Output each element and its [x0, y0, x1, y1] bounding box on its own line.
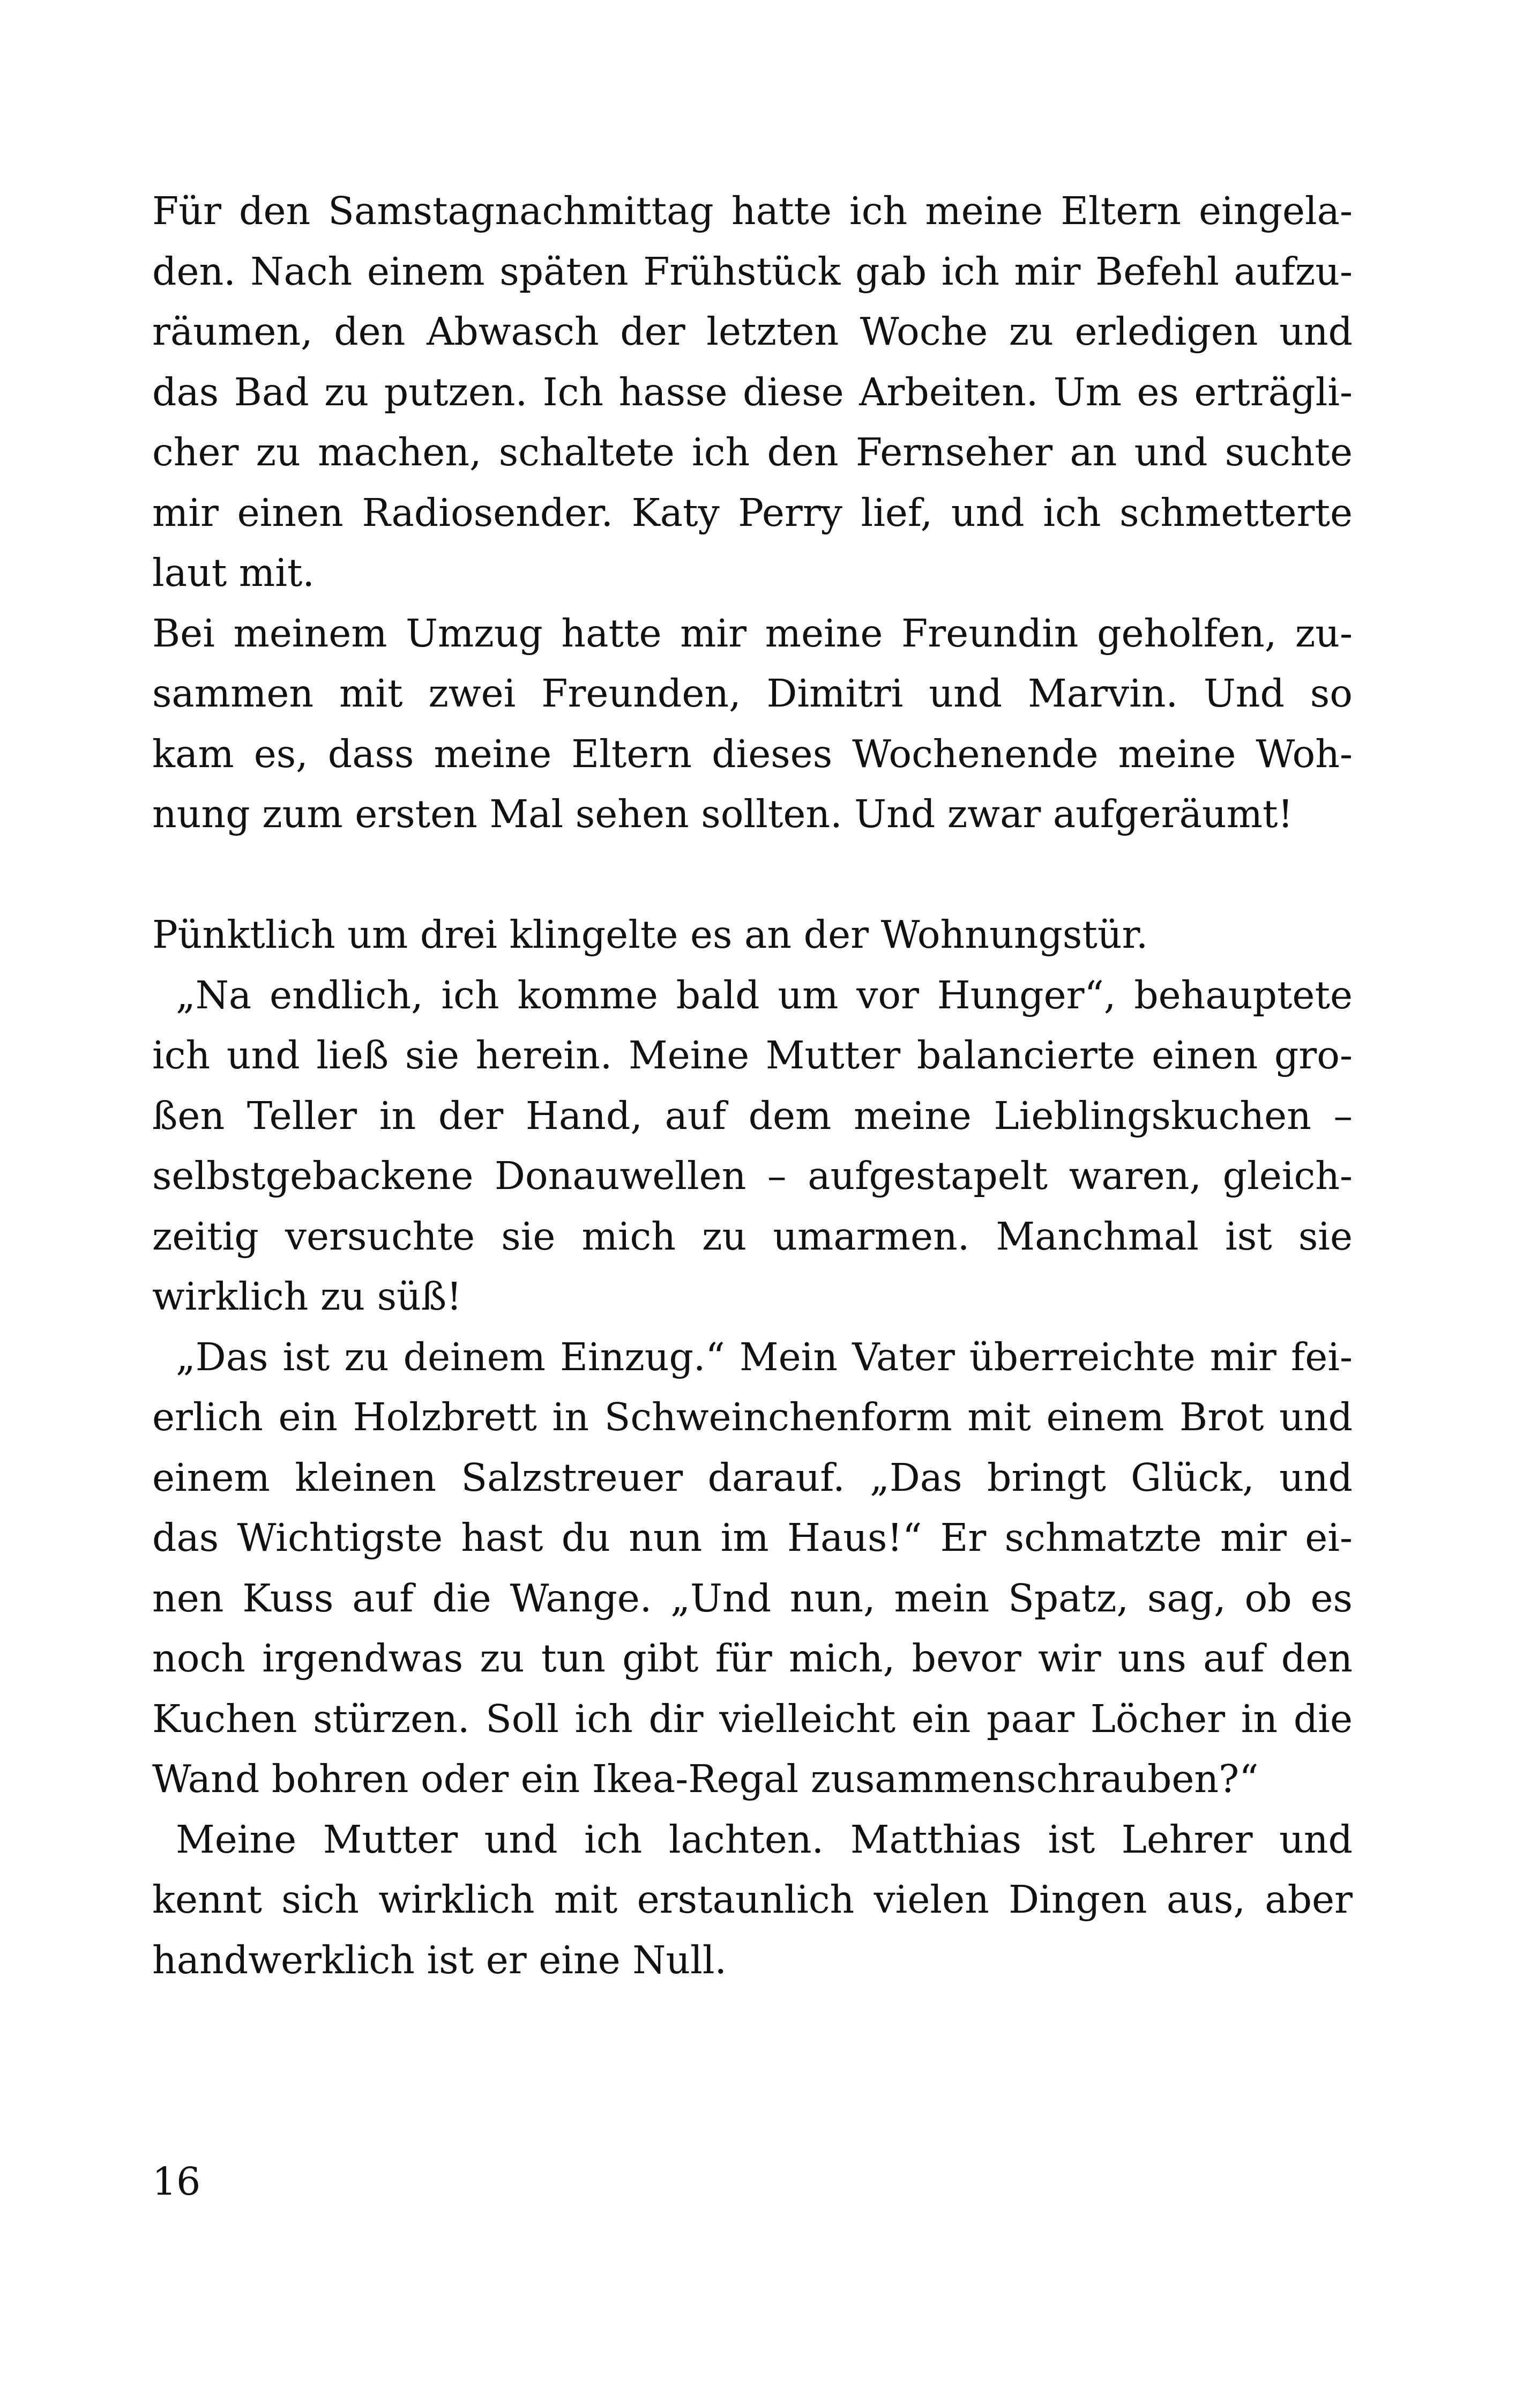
paragraph	[152, 905, 1353, 965]
paragraph	[152, 1327, 1353, 1810]
text-line: laut mit.	[152, 551, 315, 595]
paragraph	[152, 604, 1353, 845]
text-line: ßen Teller in der Hand, auf dem meine Lieblingskuchen –	[152, 1093, 1353, 1138]
text-line: das Wichtigste hast du nun im Haus!“ Er schmatzte mir ei-	[152, 1515, 1353, 1560]
body-text	[152, 181, 1353, 1990]
text-line: das Bad zu putzen. Ich hasse diese Arbeiten. Um es erträgli-	[152, 369, 1353, 414]
paragraph	[152, 1810, 1353, 1991]
text-line: ich und ließ sie herein. Meine Mutter balancierte einen gro-	[152, 1033, 1353, 1077]
text-line: mir einen Radiosender. Katy Perry lief, und ich schmetterte	[152, 490, 1353, 535]
page-number: 16	[152, 2159, 201, 2204]
text-line: Pünktlich um drei klingelte es an der Wohnungstür.	[152, 912, 1148, 957]
text-line: sammen mit zwei Freunden, Dimitri und Marvin. Und so	[152, 671, 1353, 716]
paragraph	[152, 181, 1353, 604]
text-line: kam es, dass meine Eltern dieses Wochenende meine Woh-	[152, 731, 1353, 776]
text-line: nung zum ersten Mal sehen sollten. Und zwar aufgeräumt!	[152, 792, 1294, 836]
text-line: „Na endlich, ich komme bald um vor Hunger“, behauptete	[176, 972, 1353, 1017]
text-line: Für den Samstagnachmittag hatte ich meine Eltern eingela-	[152, 189, 1353, 233]
text-line: kennt sich wirklich mit erstaunlich vielen Dingen aus, aber	[152, 1877, 1353, 1922]
paragraph	[152, 965, 1353, 1327]
text-line: erlich ein Holzbrett in Schweinchenform mit einem Brot und	[152, 1395, 1353, 1439]
text-line: cher zu machen, schaltete ich den Fernseher an und suchte	[152, 430, 1353, 474]
text-line: zeitig versuchte sie mich zu umarmen. Manchmal ist sie	[152, 1214, 1353, 1259]
text-line: den. Nach einem späten Frühstück gab ich mir Befehl aufzu-	[152, 249, 1353, 294]
text-line: selbstgebackene Donauwellen – aufgestapelt waren, gleich-	[152, 1154, 1353, 1198]
text-line: wirklich zu süß!	[152, 1274, 462, 1319]
text-line: nen Kuss auf die Wange. „Und nun, mein Spatz, sag, ob es	[152, 1575, 1353, 1621]
text-line: „Das ist zu deinem Einzug.“ Mein Vater überreichte mir fei-	[176, 1334, 1353, 1379]
text-line: räumen, den Abwasch der letzten Woche zu erledigen und	[152, 309, 1353, 354]
paragraph-gap	[152, 845, 1353, 905]
text-line: Meine Mutter und ich lachten. Matthias ist Lehrer und	[176, 1817, 1353, 1862]
text-line: noch irgendwas zu tun gibt für mich, bevor wir uns auf den	[152, 1636, 1353, 1681]
text-line: Kuchen stürzen. Soll ich dir vielleicht ein paar Löcher in die	[152, 1696, 1353, 1741]
text-line: handwerklich ist er eine Null.	[152, 1937, 727, 1982]
text-line: Bei meinem Umzug hatte mir meine Freundin geholfen, zu-	[152, 611, 1353, 656]
text-line: einem kleinen Salzstreuer darauf. „Das bringt Glück, und	[152, 1455, 1353, 1500]
text-line: Wand bohren oder ein Ikea-Regal zusammenschrauben?“	[152, 1757, 1259, 1801]
